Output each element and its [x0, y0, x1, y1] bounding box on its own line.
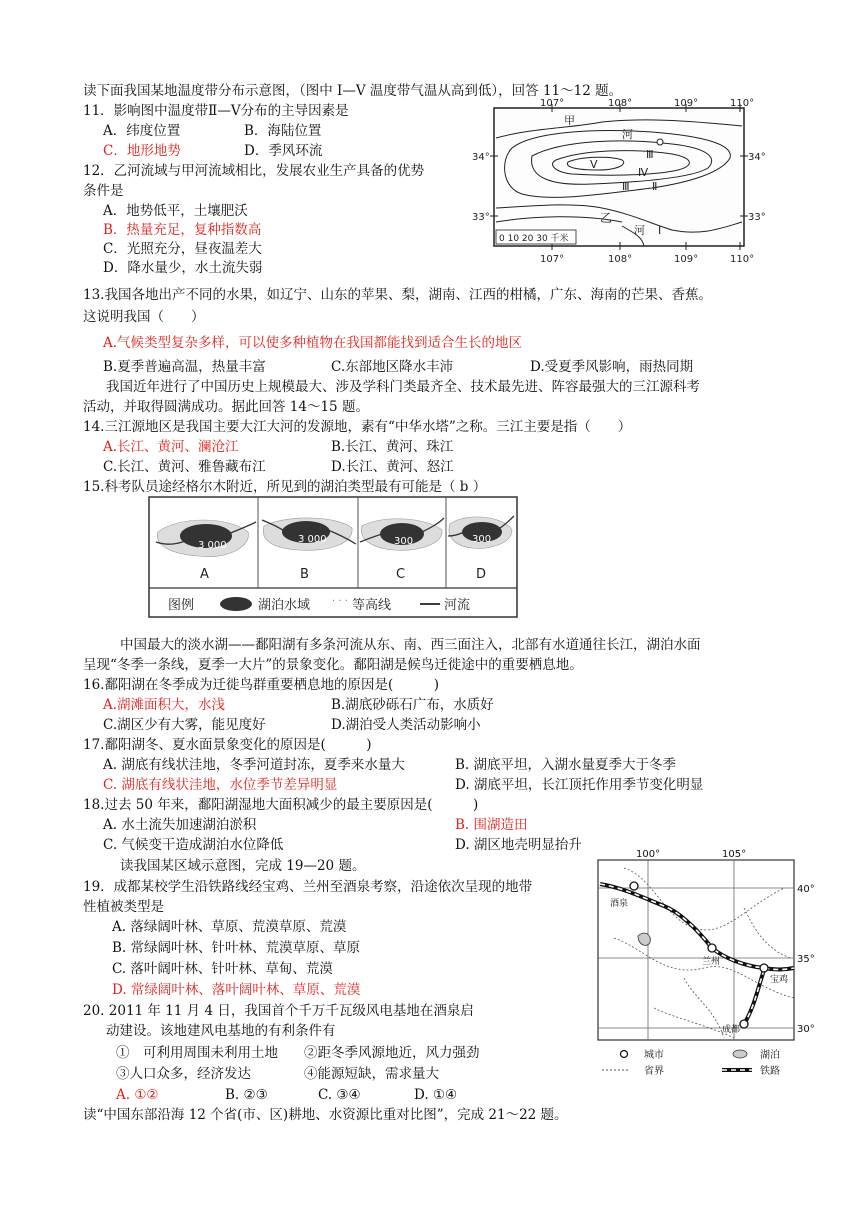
- panel-d-contour: 300: [472, 534, 492, 545]
- panel-c-letter: C: [396, 567, 406, 582]
- panel-c-contour: 300: [394, 536, 414, 547]
- map1-lat-34-left: 34°: [472, 152, 490, 163]
- q12-option-a: A．地势低平，土壤肥沃: [103, 203, 248, 219]
- scale-label: 0 10 20 30 千米: [499, 234, 569, 244]
- q20-option-a-answer: A. ①②: [116, 1087, 159, 1103]
- q20-option-d: D. ①④: [414, 1087, 458, 1103]
- q17-option-d: D. 湖底平坦，长江顶托作用季节变化明显: [455, 777, 704, 793]
- city-lanzhou-label: 兰州: [702, 957, 721, 967]
- q17-option-c-answer: C. 湖底有线状洼地，水位季节差异明显: [103, 777, 338, 793]
- temperature-zone-map: [472, 98, 772, 266]
- q18-option-d: D. 湖区地壳明显抬升: [455, 837, 582, 853]
- q17-stem: 17.鄱阳湖冬、夏水面景象变化的原因是( ): [83, 737, 372, 753]
- zone-2-label: Ⅱ: [652, 180, 658, 193]
- city-baoji-marker: [760, 964, 768, 972]
- q20-statement-3: ③人口众多，经济发达: [116, 1066, 251, 1082]
- q12-stem-1: 12．乙河流域与甲河流域相比，发展农业生产具备的优势: [83, 163, 425, 179]
- q19-option-a: A. 落绿阔叶林、草原、荒漠草原、荒漠: [112, 919, 347, 935]
- legend-border: 省界: [644, 1066, 664, 1077]
- passage-sanjiangyuan-1: 我国近年进行了中国历史上规模最大、涉及学科门类最齐全、技术最先进、阵容最强大的三江源科考: [106, 379, 700, 395]
- q11-stem: 11．影响图中温度带Ⅱ—Ⅴ分布的主导因素是: [83, 103, 349, 119]
- contour-legend-icon: · · ·: [332, 596, 348, 607]
- map2-lat-40: 40°: [797, 884, 815, 895]
- q19-stem-2: 性植被类型是: [83, 899, 164, 915]
- q16-option-d: D.湖泊受人类活动影响小: [331, 717, 481, 733]
- map1-lon-108-bottom: 108°: [608, 254, 633, 265]
- q18-option-b-answer: B. 围湖造田: [455, 817, 528, 833]
- city-legend-icon: [621, 1051, 628, 1058]
- q11-option-b: B．海陆位置: [244, 123, 322, 139]
- zone-4-label: Ⅳ: [638, 166, 649, 179]
- city-lanzhou-marker: [708, 944, 716, 952]
- q20-statement-4: ④能源短缺，需求量大: [304, 1066, 439, 1082]
- region-map: [594, 848, 826, 1080]
- q19-option-d-answer: D. 常绿阔叶林、落叶阔叶林、草原、荒漠: [112, 982, 361, 998]
- city-chengdu-marker: [740, 1020, 748, 1028]
- q13-option-c: C.东部地区降水丰沛: [331, 359, 454, 375]
- passage-poyang-1: 中国最大的淡水湖——鄱阳湖有多条河流从东、南、西三面注入，北部有水道通往长江，湖泊水面: [120, 637, 701, 653]
- map2-lat-35: 35°: [797, 954, 815, 965]
- river-yi-label-2: 河: [634, 224, 645, 237]
- passage-poyang-2: 呈现“冬季一条线，夏季一大片”的景象变化。鄱阳湖是候鸟迁徙途中的重要栖息地。: [83, 657, 583, 673]
- panel-a-letter: A: [200, 567, 209, 582]
- legend-river-label: 河流: [444, 598, 471, 613]
- q16-option-a-answer: A.湖滩面积大，水浅: [103, 697, 226, 713]
- panel-a-contour: 3 000: [198, 540, 227, 551]
- q15-stem: 15.科考队员途经格尔木附近，所见到的湖泊类型最有可能是（ b ）: [83, 479, 487, 495]
- q12-option-d: D．降水量少，水土流失弱: [103, 260, 263, 276]
- q19-option-c: C. 落叶阔叶林、针叶林、草甸、荒漠: [112, 961, 333, 977]
- q14-stem: 14.三江源地区是我国主要大江大河的发源地，素有“中华水塔”之称。三江主要是指（ ）: [83, 419, 632, 435]
- zone-5-label: Ⅴ: [590, 158, 598, 171]
- panel-d-letter: D: [476, 567, 487, 582]
- map1-lat-33-left: 33°: [472, 212, 490, 223]
- q12-stem-2: 条件是: [83, 183, 124, 199]
- zone-3b-label: Ⅲ: [622, 180, 630, 193]
- map2-lat-30: 30°: [797, 1024, 815, 1035]
- q20-statement-2: ②距冬季风源地近，风力强劲: [304, 1045, 480, 1061]
- legend-contour-label: 等高线: [352, 598, 392, 613]
- intro-21-22: 读“中国东部沿海 12 个省(市、区)耕地、水资源比重对比图”，完成 21～22 题。: [83, 1107, 568, 1123]
- map1-lon-110-top: 110°: [730, 98, 755, 109]
- q14-option-d: D.长江、黄河、怒江: [331, 459, 454, 475]
- panel-b-letter: B: [300, 567, 309, 582]
- city-chengdu-label: 成都: [722, 1025, 741, 1035]
- map1-lon-107-bottom: 107°: [540, 254, 565, 265]
- map1-lat-33-right: 33°: [748, 212, 766, 223]
- map1-lat-34-right: 34°: [748, 152, 766, 163]
- q12-option-b-answer: B．热量充足，复种指数高: [103, 222, 262, 238]
- q11-option-d: D．季风环流: [244, 143, 323, 159]
- lake-type-figure: [148, 496, 518, 618]
- city-jiuquan-marker: [630, 882, 638, 890]
- legend-city: 城市: [644, 1050, 664, 1061]
- q20-stem-2: 动建设。该地建风电基地的有利条件有: [106, 1023, 336, 1039]
- passage-region-map: 读我国某区域示意图，完成 19—20 题。: [120, 858, 366, 874]
- map1-lon-109-top: 109°: [674, 98, 699, 109]
- q20-option-b: B. ②③: [225, 1087, 268, 1103]
- q18-option-a: A. 水土流失加速湖泊淤积: [103, 817, 257, 833]
- city-jiuquan-label: 酒泉: [610, 899, 629, 909]
- map2-lon-100: 100°: [636, 849, 661, 860]
- q20-option-c: C. ③④: [318, 1087, 361, 1103]
- map1-lon-109-bottom: 109°: [674, 254, 699, 265]
- q16-stem: 16.鄱阳湖在冬季成为迁徙鸟群重要栖息地的原因是( ): [83, 677, 440, 693]
- river-yi-label: 乙: [600, 211, 613, 225]
- q16-option-c: C.湖区少有大雾，能见度好: [103, 717, 266, 733]
- lake-legend-icon: [733, 1050, 747, 1058]
- map1-lon-107-top: 107°: [540, 98, 565, 109]
- q13-option-a-answer: A.气候类型复杂多样，可以使多种植物在我国都能找到适合生长的地区: [103, 335, 523, 351]
- panel-b-contour: 3 000: [298, 534, 327, 545]
- intro-11-12: 读下面我国某地温度带分布示意图，（图中 I—V 温度带气温从高到低），回答 11～12 题。: [83, 83, 623, 99]
- q11-option-c-answer: C．地形地势: [103, 143, 181, 159]
- legend-lake-label: 湖泊水域: [258, 598, 311, 613]
- q14-option-c: C.长江、黄河、雅鲁藏布江: [103, 459, 266, 475]
- city-baoji-label: 宝鸡: [770, 975, 789, 985]
- legend-rail: 铁路: [760, 1066, 780, 1077]
- river-jia-label: 甲: [564, 114, 575, 127]
- q11-option-a: A．纬度位置: [103, 123, 181, 139]
- q13-option-d: D.受夏季风影响，雨热同期: [530, 359, 694, 375]
- q13-option-b: B.夏季普遍高温，热量丰富: [103, 359, 266, 375]
- q17-option-b: B. 湖底平坦，入湖水量夏季大于冬季: [455, 757, 677, 773]
- legend-title: 图例: [168, 598, 195, 613]
- q16-option-b: B.湖底砂砾石广布，水质好: [331, 697, 494, 713]
- zone-1-label: Ⅰ: [658, 224, 662, 237]
- q14-option-a-answer: A.长江、黄河、澜沧江: [103, 439, 239, 455]
- q13-stem-1: 13.我国各地出产不同的水果，如辽宁、山东的苹果、梨，湖南、江西的柑橘，广东、海南的芒果、香蕉。: [83, 287, 712, 303]
- q18-option-c: C. 气候变干造成湖泊水位降低: [103, 837, 284, 853]
- q18-stem: 18.过去 50 年来，鄱阳湖湿地大面积减少的最主要原因是( ): [83, 797, 479, 813]
- q19-option-b: B. 常绿阔叶林、针叶林、荒漠草原、草原: [112, 940, 361, 956]
- q20-statement-1: ① 可利用周围未利用土地: [116, 1045, 278, 1061]
- zone-3-label: Ⅲ: [646, 148, 654, 161]
- q14-option-b: B.长江、黄河、珠江: [331, 439, 454, 455]
- q20-stem-1: 20. 2011 年 11 月 4 日，我国首个千万千瓦级风电基地在酒泉启: [83, 1003, 474, 1019]
- river-jia-label-2: 河: [622, 128, 633, 141]
- q17-option-a: A. 湖底有线状洼地，冬季河道封冻，夏季来水量大: [103, 757, 405, 773]
- map2-lon-105: 105°: [722, 849, 747, 860]
- passage-sanjiangyuan-2: 活动，并取得圆满成功。据此回答 14～15 题。: [83, 399, 369, 415]
- legend-lake: 湖泊: [760, 1050, 780, 1061]
- map1-lon-110-bottom: 110°: [730, 254, 755, 265]
- q12-option-c: C．光照充分，昼夜温差大: [103, 241, 262, 257]
- map1-lon-108-top: 108°: [608, 98, 633, 109]
- q19-stem-1: 19．成都某校学生沿铁路线经宝鸡、兰州至酒泉考察，沿途依次呈现的地带: [83, 879, 533, 895]
- lake-water-legend-icon: [220, 597, 252, 611]
- q13-stem-2: 这说明我国（ ）: [83, 309, 205, 325]
